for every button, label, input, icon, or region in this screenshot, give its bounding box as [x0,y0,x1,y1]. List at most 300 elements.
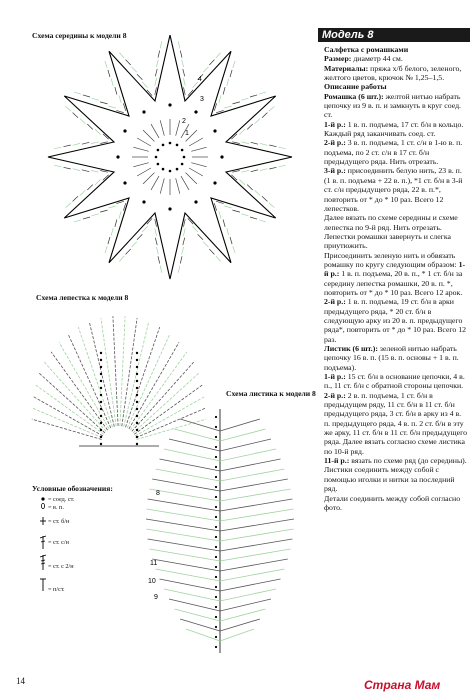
ray-stroke [54,147,61,149]
green-row2-text: 1 в. п. подъема, 19 ст. б/н в арки предыдущего ряда, * 20 ст. б/н в следующую арку из 20 в. п. предыдущего ряда*, повторить от * до * 10 раз. Всего 12 раз. [324,297,467,344]
leaf-rib [220,489,291,501]
leaf-chain-dot [215,426,217,428]
ray-stroke [203,67,208,72]
ray-stroke [73,113,78,118]
center-dot [162,168,165,171]
ray-stroke [233,246,235,253]
leaf-rib [150,549,221,561]
leaf-rib [164,589,220,601]
leaf-chain-dot [215,626,217,628]
ray-stroke [233,210,240,212]
join-dot [213,129,216,132]
leaf-row11-label: 11-й р.: [324,456,350,466]
ray-stroke [241,170,249,172]
leaf-chain-dot [215,606,217,608]
join-leaves-paragraph: Листики соединить между собой с помощью иголки и нитки за последний ряд. [324,465,455,494]
petal-chain-dot [136,429,138,431]
ray-stroke [92,98,99,100]
green-row1-text: 1 в. п. подъема, 20 в. п., * 1 ст. б/н за середину лепестка ромашки, 20 в. п. *, повторить от * до * 10 раз. Всего 12 арок. [324,269,463,297]
leaf-row-label: 8 [156,490,160,497]
row2-paragraph [324,138,468,166]
leaf-chain-dot [215,556,217,558]
ray-stroke [115,220,117,227]
leaf-chain-dot [215,616,217,618]
center-dot [181,163,184,166]
ray-stroke [126,249,131,254]
ray-stroke [73,169,80,171]
leaf-rib [169,439,220,451]
green-row1-label: 1-й р.: [324,259,466,279]
leaf-diagram [140,395,310,660]
petal-chain-dot [136,359,138,361]
row1-paragraph [324,120,468,139]
leaf-rib [148,539,220,551]
leaf-rib [220,479,288,491]
ray-stroke [182,60,184,67]
leaf-rib [220,539,292,551]
materials-label: Материалы: [324,63,369,73]
leaf-row2-paragraph [324,391,468,456]
petal-chain-dot [100,352,102,354]
ray-stroke [119,211,121,218]
ray-stroke [223,87,225,94]
materials-value: пряжа х/б белого, зеленого, желтого цветов, крючок № 1,25–1,5. [324,63,462,83]
star-row-label: 4 [198,76,202,83]
row2-label: 2-й р.: [324,138,346,148]
leaf-chain-dot [215,546,217,548]
leaf-chain-dot [215,566,217,568]
ray-stroke [247,124,253,129]
leaf-chain-dot [215,596,217,598]
ray-stroke [66,203,72,208]
ray-stroke [269,167,276,169]
leaf-chain-dot [215,506,217,508]
ray-stroke [100,210,107,212]
daisy-label: Ромашка (6 шт.): [324,91,384,101]
continue-paragraph: Далее вязать по схеме середины и схеме лепестка по 9-й ряд. Нить отрезать. [324,213,458,232]
ray-stroke [233,102,240,104]
daisy-text: желтой нитью набрать цепочку из 9 в. п. и замкнуть в круг соед. ст. [324,91,462,120]
center-dot [183,156,186,159]
leaf-rib [220,469,285,481]
leaf-chain-dot [215,416,217,418]
leaf-rib [146,519,220,531]
leaf-chain-dot [215,536,217,538]
petal-stroke [113,316,118,426]
legend-label: = соед. ст. [48,496,75,503]
petal-stroke [78,327,112,427]
petal-chain-dot [100,380,102,382]
star-row-label: 3 [200,96,204,103]
leaf-rib [160,459,221,471]
ray-stroke [132,242,137,247]
ray-stroke [262,196,267,201]
leaf-row1-text: 15 ст. б/н в основание цепочки, 4 в. п., 11 ст. б/н с обратной стороны цепочки. [324,372,465,391]
ray-stroke [155,69,157,76]
doily-title: Салфетка с ромашками [324,45,409,54]
ray-stroke [227,228,229,235]
instructions-text [324,45,468,512]
leaf-row11-paragraph [324,456,468,465]
petal-stroke [35,385,104,435]
petal-chain-dot [100,359,102,361]
join-dot [168,103,171,106]
ray-stroke [82,142,89,144]
leaf-rib [220,559,288,571]
petal-chain-dot [136,422,138,424]
ray-stroke [239,180,245,185]
ray-stroke [82,170,89,172]
petal-chain-dot [100,422,102,424]
center-star-diagram [30,35,310,295]
watermark-logo: Страна Мам [364,678,441,692]
ray-stroke [209,249,214,254]
ray-stroke [54,165,61,167]
ray-stroke [100,102,107,104]
ray-stroke [241,98,248,100]
join-dot [194,200,197,203]
ray-stroke [219,95,221,102]
ray-stroke [111,228,113,235]
page-number: 14 [16,676,25,686]
join-dot [194,110,197,113]
leaf-row-label: 11 [150,560,158,567]
green-intro-text: Присоединить зеленую нить и обвязать ромашку по кругу следующим образом: [324,250,459,269]
leaf-row-label: 9 [154,594,158,601]
center-dot [162,144,165,147]
petal-stroke [120,316,125,426]
row3-paragraph [324,166,468,213]
row1-label: 1-й р.: [324,119,346,129]
leaf-rib [220,629,254,641]
ray-stroke [155,78,157,86]
ray-stroke [230,237,232,244]
ray-stroke [83,95,90,97]
petal-chain-dot [136,408,138,410]
chain-stitch-icon [41,503,44,508]
ray-stroke [269,145,276,147]
size-label: Размер: [324,54,352,64]
leaf-rib [220,449,276,461]
ray-stroke [259,220,266,222]
ray-stroke [182,247,184,254]
ray-stroke [183,78,185,86]
leaf-chain-dot [215,456,217,458]
leaf-rib [150,489,221,501]
star-row-label: 1 [185,130,189,137]
petal-chain-dot [136,387,138,389]
leaf-rib [220,589,276,601]
ray-stroke [105,61,107,68]
ray-stroke [255,119,260,124]
ray-stroke [160,266,162,273]
daisy-paragraph [324,92,468,120]
legend-label: = в. п. [48,504,64,511]
leaf-rib [186,629,220,641]
ray-stroke [241,214,248,216]
ray-stroke [91,142,99,144]
join-dot [123,181,126,184]
ray-stroke [251,142,258,144]
ray-stroke [183,69,185,76]
ray-stroke [183,238,185,245]
leaf-rib [146,509,220,521]
slip-stitch-icon [41,497,44,500]
petal-chain-dot [100,436,102,438]
instructions-column [318,0,470,700]
ray-stroke [239,129,245,134]
petal-chain-dot [100,443,102,445]
legend-title: Условные обозначения: [32,484,113,493]
ray-stroke [250,95,257,97]
ray-stroke [255,190,260,195]
center-dot [181,149,184,152]
ray-stroke [73,143,80,145]
leaf-label: Листик (6 шт.): [324,344,378,353]
petal-scheme-caption: Схема лепестка к модели 8 [36,293,129,302]
ray-stroke [216,53,221,59]
ray-stroke [119,256,124,262]
join-dot [168,207,171,210]
join-dot [142,200,145,203]
leaf-rib [220,569,285,581]
leaf-rib [220,549,291,561]
leaf-chain-dot [215,436,217,438]
petal-chain-dot [136,443,138,445]
leaf-chain-dot [215,516,217,518]
ray-stroke [111,79,113,86]
ray-stroke [233,61,235,68]
center-dot [157,163,160,166]
ray-stroke [80,119,85,124]
ray-stroke [132,67,137,72]
leaf-chain-dot [215,446,217,448]
leaf-rib [146,529,220,541]
leaf-row1-paragraph [324,372,468,391]
leaf-rib [220,509,294,521]
ray-stroke [119,95,121,102]
petal-chain-dot [100,366,102,368]
leaf-row-label: 10 [148,578,156,585]
ray-stroke [108,206,115,208]
legend-label: = ст. с 2/н [48,563,74,570]
ray-stroke [160,41,162,48]
leaf-paragraph [324,344,468,372]
green-row2-label: 2-й р.: [324,297,346,307]
ray-stroke [95,129,101,134]
petal-chain-dot [100,401,102,403]
legend-label: = п/ст. [48,586,65,593]
ray-stroke [224,206,231,208]
join-dot [220,155,223,158]
ray-stroke [269,106,275,111]
ray-stroke [241,142,249,144]
ray-stroke [262,113,267,118]
ray-stroke [279,165,286,167]
leaf-chain-dot [215,636,217,638]
petal-chain-dot [100,415,102,417]
leaf-rib [160,579,221,591]
ray-stroke [251,170,258,172]
ray-stroke [269,203,275,208]
ray-stroke [87,185,93,190]
ray-stroke [250,217,257,219]
leaf-chain-dot [215,586,217,588]
leaf-chain-dot [215,476,217,478]
petal-chain-dot [136,394,138,396]
leaf-row2-text: 2 в. п. подъема, 1 ст. б/н в предыдущем ряду, 11 ст. б/н в 11 ст. б/н предыдущего ряда, 3 ст. б/н в арку из 4 в. п. предыдущего ряда, 4 в. п. 2 ст. б/н в эту же арку, 11 ст. б/н в 11 ст. б/н предыдущего ряда. Далее вязать согласно схеме листика по 10-й ряд. [324,390,468,456]
leaf-rib [156,469,221,481]
ray-stroke [137,234,142,240]
ray-stroke [126,60,131,65]
ray-stroke [83,217,90,219]
ray-stroke [180,256,182,263]
center-dot [157,149,160,152]
ray-stroke [92,214,99,216]
ray-stroke [155,238,157,245]
ray-stroke [66,106,72,111]
ray-stroke [193,226,198,232]
ray-stroke [158,51,160,58]
ray-stroke [279,147,286,149]
ray-stroke [158,256,160,263]
join-dot [142,110,145,113]
legend-symbols [38,494,48,604]
legend-label: = ст. с/н [48,539,69,546]
legend-label: = ст. б/н [48,518,70,525]
ray-stroke [155,228,157,236]
leaf-rib [220,519,294,531]
leaf-rib [220,579,281,591]
ray-stroke [73,196,78,201]
leaf-rib [220,419,260,431]
petal-stroke [68,334,111,428]
petal-chain-dot [136,352,138,354]
row1-text: 1 в. п. подъема, 17 ст. б/н в кольцо. Каждый ряд заканчивать соед. ст. [324,119,464,139]
petal-chain-dot [100,408,102,410]
leaf-rib [220,529,294,541]
petal-chain-dot [136,366,138,368]
join-dot [213,181,216,184]
leaf-rib [164,449,220,461]
ray-stroke [91,170,99,172]
leaf-rib [174,429,220,441]
ray-stroke [64,167,71,169]
ray-stroke [227,79,229,86]
leaf-rib [220,439,271,451]
ray-stroke [142,226,147,232]
petal-chain-dot [100,387,102,389]
ray-stroke [156,247,158,254]
ray-stroke [115,87,117,94]
ray-stroke [178,41,180,48]
ray-stroke [105,246,107,253]
leaf-chain-dot [215,646,217,648]
ray-stroke [74,220,81,222]
ray-stroke [224,106,231,108]
ray-stroke [95,180,101,185]
center-dot [176,144,179,147]
ray-stroke [142,82,147,88]
ray-stroke [64,145,71,147]
ray-stroke [216,256,221,262]
leaf-row2-label: 2-й р.: [324,390,346,400]
petal-chain-dot [136,373,138,375]
leaf-chain-dot [215,576,217,578]
leaf-rib [220,499,292,511]
row2-text: 3 в. п. подъема, 1 ст. с/н в 1-ю в. п. подъема, по 2 ст. с/н в 17 ст. б/н предыдущего ряда. Нить отрезать. [324,138,463,167]
ray-stroke [219,211,221,218]
petal-chain-dot [136,401,138,403]
join-dot [116,155,119,158]
ray-stroke [178,266,180,273]
star-outline [48,35,292,279]
ray-stroke [203,242,208,247]
row3-text: присоединить белую нить, 23 в. п. (1 в. п. подъема + 22 в. п.), *1 ст. б/н в 3-й ст. с/н предыдущего ряда, 22 в. п.*, повторить от * до * 10 раз. Всего 12 лепестков. [324,166,463,213]
petal-chain-dot [136,436,138,438]
petal-chain-dot [100,394,102,396]
ray-stroke [247,185,253,190]
center-dot [169,142,172,145]
leaf-rib [152,479,220,491]
ray-stroke [230,70,232,77]
leaf-row11-text: вязать по схеме ряд (до середины). [349,456,467,466]
petal-chain-dot [136,415,138,417]
petal-chain-dot [136,380,138,382]
green-edging-paragraph [324,251,468,344]
leaf-rib [220,429,266,441]
leaf-rib [180,419,220,431]
leaf-rib [152,559,220,571]
ray-stroke [209,60,214,65]
ray-stroke [180,51,182,58]
row3-label: 3-й р.: [324,166,346,176]
leaf-chain-dot [215,486,217,488]
ray-stroke [137,74,142,80]
center-dot [155,156,158,159]
center-scheme-caption: Схема середины к модели 8 [32,31,127,40]
size-value: диаметр 44 см. [351,54,403,64]
ray-stroke [74,92,81,94]
leaf-row1-label: 1-й р.: [324,372,346,382]
ray-stroke [108,106,115,108]
ray-stroke [183,228,185,236]
materials-line [324,64,468,83]
center-dot [169,170,172,173]
leaf-scheme-caption: Схема листика к модели 8 [226,389,316,398]
center-dot [176,168,179,171]
ray-stroke [198,234,203,240]
description-title: Описание работы [324,82,387,92]
join-dot [123,129,126,132]
size-line [324,54,468,63]
ray-stroke [87,124,93,129]
ray-stroke [119,53,124,59]
petal-chain-dot [100,373,102,375]
petal-stroke [32,408,102,438]
petal-chain-dot [100,429,102,431]
ray-stroke [108,70,110,77]
ray-stroke [260,143,267,145]
petals-paragraph: Лепестки ромашки завернуть и слегка приутюжить. [324,231,451,251]
leaf-chain-dot [215,496,217,498]
assembly-paragraph: Детали соединить между собой согласно фото. [324,493,461,512]
leaf-rib [156,569,221,581]
leaf-chain-dot [215,526,217,528]
ray-stroke [260,169,267,171]
ray-stroke [80,190,85,195]
ray-stroke [259,92,266,94]
